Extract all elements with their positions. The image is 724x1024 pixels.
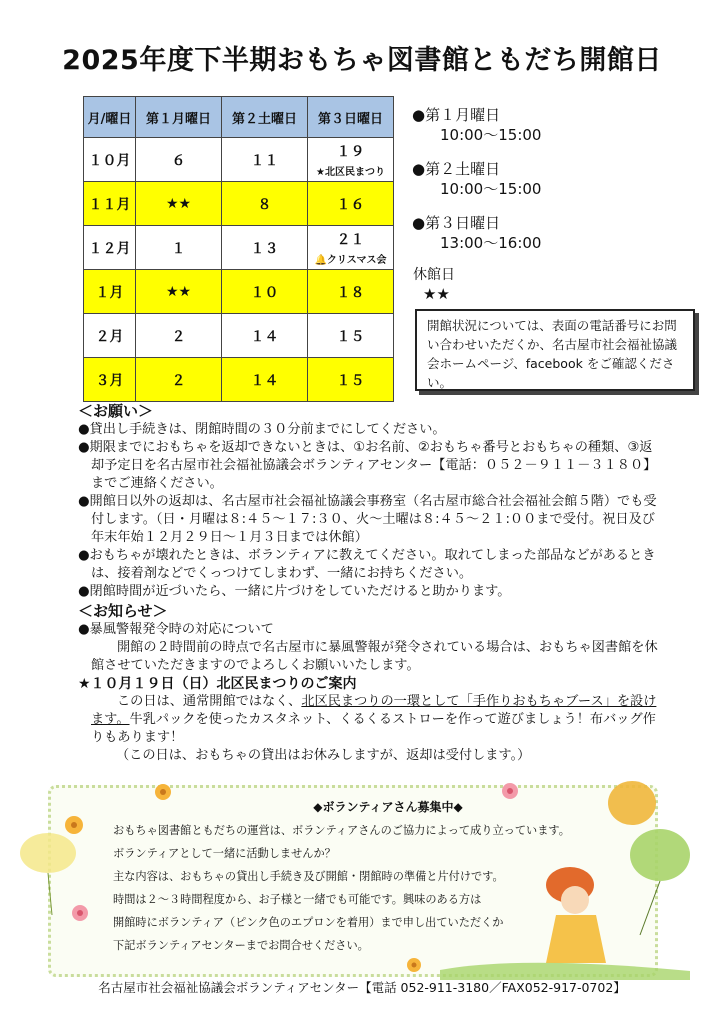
cell-third-sunday: [308, 138, 394, 182]
closed-day-legend: [413, 266, 455, 304]
table-row: [84, 314, 394, 358]
volunteer-title: ◆ボランティアさん募集中◆: [313, 800, 463, 814]
opening-calendar-table: [83, 96, 394, 402]
hours-item: [412, 105, 541, 145]
hours-time: 10:00～15:00: [440, 126, 542, 144]
cell-first-monday: ★★: [136, 270, 222, 314]
request-item: ●期限までにおもちゃを返却できないときは、①お名前、②おもちゃ番号とおもちゃの種類、③返却予定日を名古屋市社会福祉協議会ボランティアセンター【電話：０５２－９１１－３１８０】までご連絡ください。: [78, 440, 657, 491]
header-month: 月/曜日: [84, 97, 136, 138]
header-second-saturday: 第２土曜日: [222, 97, 308, 138]
opening-hours: [412, 105, 541, 267]
table-row: [84, 226, 394, 270]
hours-label: ●第３日曜日: [412, 214, 501, 232]
info-heading: ＜お知らせ＞: [78, 602, 168, 620]
cell-first-monday: ６: [136, 138, 222, 182]
flower-icon: [65, 816, 83, 834]
volunteer-recruitment: [113, 796, 633, 957]
request-item: ●おもちゃが壊れたときは、ボランティアに教えてください。取れてしまった部品などがあるときは、接着剤などでくっつけてしまわず、一緒にお持ちください。: [78, 548, 656, 581]
event-text-a: この日は、通常開館ではなく、: [117, 694, 302, 709]
cell-first-monday: ★★: [136, 182, 222, 226]
event-text: [78, 693, 658, 747]
cell-second-saturday: １４: [222, 314, 308, 358]
flower-icon: [407, 958, 421, 972]
request-item: ●貸出し手続きは、閉館時間の３０分前までにしてください。: [78, 422, 446, 437]
row-month: １０月: [84, 138, 136, 182]
bell-icon: 🔔: [314, 255, 327, 266]
footer-contact: 名古屋市社会福祉協議会ボランティアセンター【電話 052-911-3180／FAX052-917-0702】: [98, 980, 626, 995]
hours-label: ●第１月曜日: [412, 106, 501, 124]
requests-heading: ＜お願い＞: [78, 402, 154, 420]
request-item: ●開館日以外の返却は、名古屋市社会福祉協議会事務室（名古屋市総合社会福祉会館５階）でも受付します。（日・月曜は８:４５～１７:３０、火～土曜は８:４５～２１:００まで受付。祝日及び年末年始１２月２９日～１月３日までは休館）: [78, 494, 657, 545]
hours-time: 13:00～16:00: [440, 234, 542, 252]
cell-third-sunday: １５: [308, 314, 394, 358]
status-notice-box: 開館状況については、表面の電話番号にお問い合わせいただくか、名古屋市社会福祉協議会ホームページ、facebook をご確認ください。: [415, 309, 695, 391]
main-text: [78, 401, 658, 765]
volunteer-line: 主な内容は、おもちゃの貸出し手続き及び開館・閉館時の準備と片付けです。: [113, 870, 504, 883]
volunteer-line: 開館時にボランティア（ピンク色のエプロンを着用）まで申し出ていただくか: [113, 916, 504, 929]
cell-second-saturday: １１: [222, 138, 308, 182]
event-text-underlined: 北区民まつりの一環として「手作りおもちゃブース」を設けます。: [91, 694, 657, 727]
closed-day-stars: ★★: [423, 285, 450, 303]
cell-note: クリスマス会: [326, 255, 387, 266]
volunteer-line: 下記ボランティアセンターまでお問合せください。: [113, 939, 369, 952]
cell-second-saturday: １４: [222, 358, 308, 402]
cell-first-monday: ２: [136, 358, 222, 402]
balloon-icon: [20, 833, 76, 915]
cell-third-sunday: １５: [308, 358, 394, 402]
row-month: １１月: [84, 182, 136, 226]
volunteer-line: ボランティアとして一緒に活動しませんか？: [113, 847, 336, 860]
row-month: ３月: [84, 358, 136, 402]
cell-first-monday: １: [136, 226, 222, 270]
cell-day: ２１: [336, 232, 365, 248]
cell-first-monday: ２: [136, 314, 222, 358]
volunteer-line: おもちゃ図書館ともだちの運営は、ボランティアさんのご協力によって成り立っています。: [113, 824, 570, 837]
cell-third-sunday: [308, 226, 394, 270]
closed-day-label: 休館日: [413, 267, 455, 283]
row-month: １月: [84, 270, 136, 314]
row-month: １２月: [84, 226, 136, 270]
table-row: [84, 270, 394, 314]
cell-second-saturday: １３: [222, 226, 308, 270]
table-row: [84, 138, 394, 182]
cell-third-sunday: １８: [308, 270, 394, 314]
cell-day: １９: [336, 144, 365, 160]
header-third-sunday: 第３日曜日: [308, 97, 394, 138]
volunteer-line: 時間は２～３時間程度から、お子様と一緒でも可能です。興味のある方は: [113, 893, 482, 906]
table-row: [84, 358, 394, 402]
cell-note: ★北区民まつり: [316, 167, 385, 178]
event-title: ★１０月１９日（日）北区民まつりのご案内: [78, 676, 357, 692]
storm-text: 開館の２時間前の時点で名古屋市に暴風警報が発令されている場合は、おもちゃ図書館を休館させていただきますのでよろしくお願いいたします。: [91, 640, 658, 673]
storm-title: ●暴風警報発令時の対応について: [78, 622, 274, 637]
table-header-row: [84, 97, 394, 138]
request-item: ●閉館時間が近づいたら、一緒に片づけをしていただけると助かります。: [78, 584, 511, 599]
flower-icon: [72, 905, 88, 921]
hours-time: 10:00～15:00: [440, 180, 542, 198]
cell-second-saturday: ８: [222, 182, 308, 226]
hours-item: [412, 213, 541, 253]
cell-second-saturday: １０: [222, 270, 308, 314]
hours-label: ●第２土曜日: [412, 160, 501, 178]
hours-item: [412, 159, 541, 199]
cell-third-sunday: １６: [308, 182, 394, 226]
table-row: [84, 182, 394, 226]
header-first-monday: 第１月曜日: [136, 97, 222, 138]
row-month: ２月: [84, 314, 136, 358]
event-note: （この日は、おもちゃの貸出はお休みしますが、返却は受付します。）: [116, 748, 531, 763]
event-text-b: 牛乳パックを使ったカスタネット、くるくるストローを作って遊びましょう！布バッグ作りもあります！: [91, 712, 656, 745]
page-title: 2025年度下半期おもちゃ図書館ともだち開館日: [62, 45, 662, 76]
